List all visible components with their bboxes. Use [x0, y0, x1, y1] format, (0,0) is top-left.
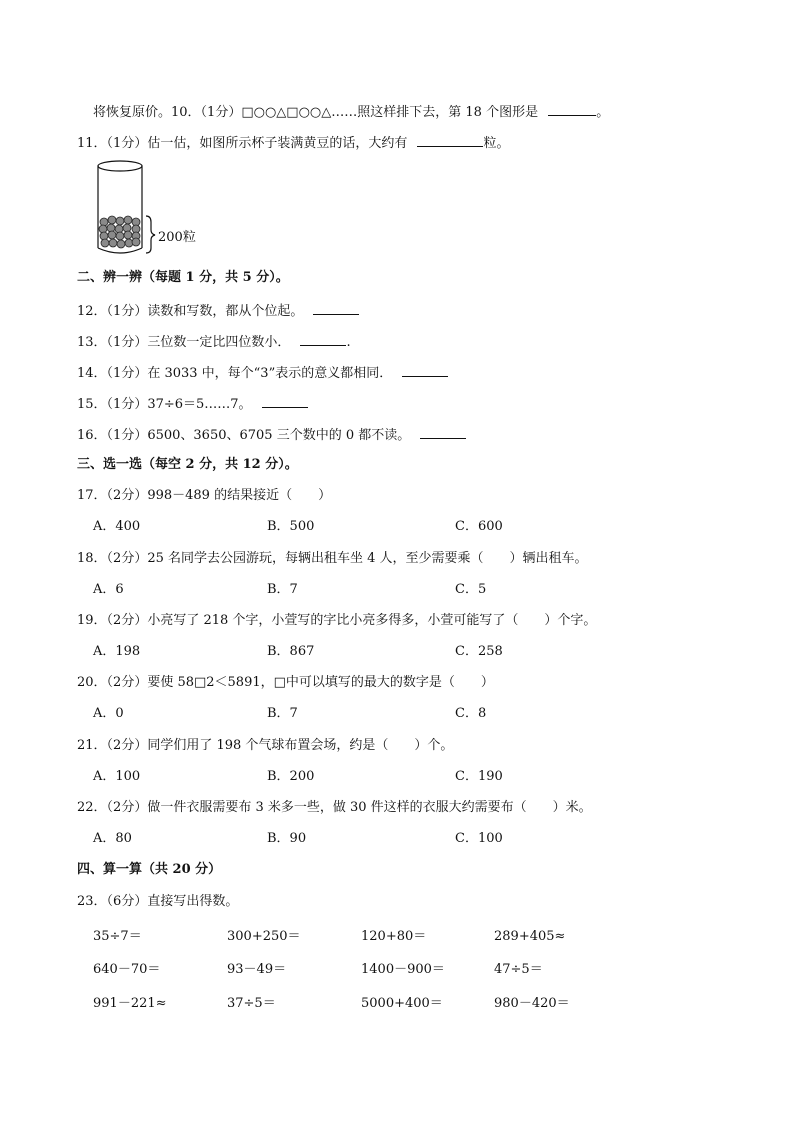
question-21: 21．（2分）同学们用了 198 个气球布置会场，约是（ ）个。 — [77, 738, 454, 753]
question-13 — [77, 333, 351, 351]
q17-option-a[interactable]: A．400 — [93, 519, 141, 534]
section-2-heading: 二、辨一辨（每题 1 分，共 5 分）。 — [77, 270, 289, 285]
q19-option-c[interactable]: C．258 — [455, 644, 503, 659]
q21-option-b[interactable]: B．200 — [267, 769, 315, 784]
q21-option-c[interactable]: C．190 — [455, 769, 503, 784]
q17-option-b[interactable]: B．500 — [267, 519, 315, 534]
q17-option-c[interactable]: C．600 — [455, 519, 503, 534]
q13-answer-blank[interactable] — [300, 333, 346, 346]
beans-cluster — [99, 216, 140, 248]
brace — [146, 216, 155, 253]
calc-item: 980－420＝ — [494, 996, 570, 1011]
q11-text: 11．（1分）估一估，如图所示杯子装满黄豆的话，大约有 — [77, 136, 408, 151]
calc-item: 93－49＝ — [227, 962, 287, 977]
q18-option-b[interactable]: B．7 — [267, 582, 298, 597]
section-4-heading: 四、算一算（共 20 分） — [77, 862, 222, 877]
question-20: 20．（2分）要使 58□2＜5891，□中可以填写的最大的数字是（ ） — [77, 675, 494, 690]
q16-answer-blank[interactable] — [420, 426, 466, 439]
q12-text: 12．（1分）读数和写数，都从个位起。 — [77, 304, 304, 319]
q10-prefix: 将恢复原价。10．（1分） — [93, 105, 242, 120]
question-10 — [93, 103, 609, 121]
calc-item: 1400－900＝ — [361, 962, 445, 977]
calc-item: 5000+400＝ — [361, 996, 443, 1011]
question-17: 17．（2分）998－489 的结果接近（ ） — [77, 488, 332, 503]
q18-option-a[interactable]: A．6 — [93, 582, 124, 597]
q19-option-a[interactable]: A．198 — [93, 644, 141, 659]
calc-item: 120+80＝ — [361, 929, 427, 944]
calc-item: 991－221≈ — [93, 996, 167, 1011]
calc-item: 47÷5＝ — [494, 962, 543, 977]
q11-answer-blank[interactable] — [417, 134, 483, 147]
cup-with-beans-figure — [90, 158, 210, 258]
q10-end: 。 — [596, 105, 610, 120]
q14-answer-blank[interactable] — [402, 364, 448, 377]
figure-label: 200粒 — [158, 230, 196, 245]
q15-answer-blank[interactable] — [262, 395, 308, 408]
question-15 — [77, 395, 308, 413]
question-11 — [77, 134, 509, 152]
q20-option-a[interactable]: A．0 — [93, 706, 124, 721]
q10-suffix: 照这样排下去，第 18 个图形是 — [357, 105, 539, 120]
q22-option-a[interactable]: A．80 — [93, 831, 132, 846]
q14-text: 14．（1分）在 3033 中，每个“3”表示的意义都相同． — [77, 366, 393, 381]
calc-item: 289+405≈ — [494, 929, 566, 944]
calc-item: 37÷5＝ — [227, 996, 276, 1011]
q10-answer-blank[interactable] — [548, 103, 596, 116]
question-23: 23．（6分）直接写出得数。 — [77, 894, 239, 909]
question-16 — [77, 426, 466, 444]
cup-rim — [98, 161, 142, 171]
q18-option-c[interactable]: C．5 — [455, 582, 487, 597]
q21-option-a[interactable]: A．100 — [93, 769, 141, 784]
q19-option-b[interactable]: B．867 — [267, 644, 315, 659]
q20-option-c[interactable]: C．8 — [455, 706, 487, 721]
question-19: 19．（2分）小亮写了 218 个字，小萱写的字比小亮多得多，小萱可能写了（ ）个字。 — [77, 613, 597, 628]
q13-end: . — [346, 335, 351, 350]
calc-item: 35÷7＝ — [93, 929, 142, 944]
cup-bottom — [98, 248, 142, 253]
q22-option-b[interactable]: B．90 — [267, 831, 307, 846]
q15-text: 15．（1分）37÷6＝5……7。 — [77, 397, 252, 412]
section-3-heading: 三、选一选（每空 2 分，共 12 分）。 — [77, 457, 298, 472]
q20-option-b[interactable]: B．7 — [267, 706, 298, 721]
q16-text: 16．（1分）6500、3650、6705 三个数中的 0 都不读。 — [77, 428, 411, 443]
question-12 — [77, 302, 359, 320]
question-22: 22．（2分）做一件衣服需要布 3 米多一些，做 30 件这样的衣服大约需要布（ ）米。 — [77, 800, 592, 815]
calc-item: 300+250＝ — [227, 929, 301, 944]
q11-end: 粒。 — [483, 136, 510, 151]
question-18: 18．（2分）25 名同学去公园游玩，每辆出租车坐 4 人，至少需要乘（ ）辆出租车。 — [77, 551, 588, 566]
q22-option-c[interactable]: C．100 — [455, 831, 503, 846]
question-14 — [77, 364, 448, 382]
calc-item: 640－70＝ — [93, 962, 161, 977]
q13-text: 13．（1分）三位数一定比四位数小． — [77, 335, 291, 350]
q10-sequence: □○○△□○○△…… — [241, 105, 358, 120]
q12-answer-blank[interactable] — [313, 302, 359, 315]
